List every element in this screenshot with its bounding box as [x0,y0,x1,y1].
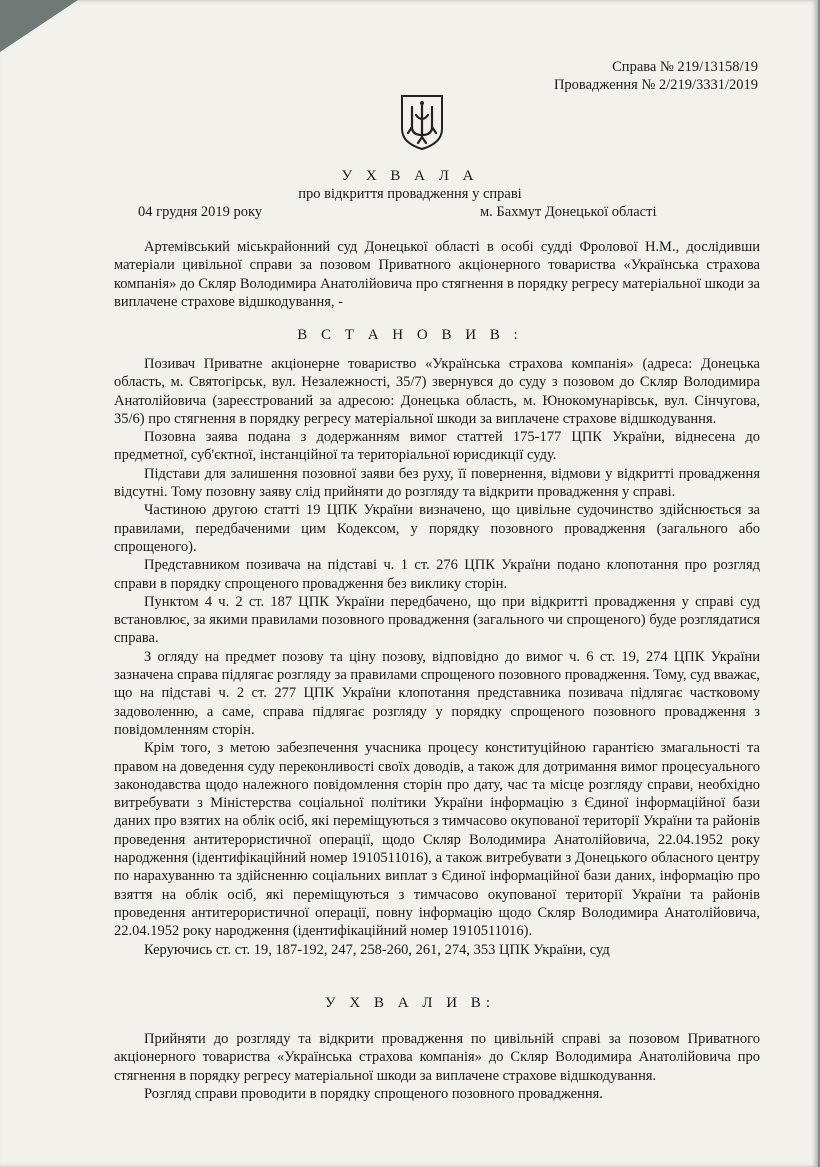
paragraph: Керуючись ст. ст. 19, 187-192, 247, 258-260, 261, 274, 353 ЦПК України, суд [144,941,610,958]
paragraph: Крім того, з метою забезпечення учасника процесу конституційною гарантією змагальності та правом на доведення суду переконливості своїх доводів, а також для дотримання вимог процесуального законодавства щодо належного повідомлення сторін про дату, час та місце розгляду справи, необхідно витребувати з Міністерства соціальної політики України інформацію з Єдиної інформаційної бази даних про взятих на облік осіб, які переміщуються з тимчасово окупованої території України та районів проведення антитерористичної операції, щодо Скляр Володимира Анатолійовича, 22.04.1952 року народження (ідентифікаційний номер 1910511016), а також витребувати з Донецького обласного центру по нарахуванню та здійсненню соціальних виплат з Єдиної інформаційної бази даних, інформацію про взяття на облік осіб, які переміщуються з тимчасово окупованої території України та районів проведення антитерористичної операції, повну інформацію щодо Скляр Володимира Анатолійовича, 22.04.1952 року народження (ідентифікаційний номер 1910511016). [114,740,760,940]
document-place: м. Бахмут Донецької області [480,204,657,220]
paragraph: Частиною другою статті 19 ЦПК України визначено, що цивільне судочинство здійснюється за правилами, передбаченими цим Кодексом, у порядку позовного провадження (загального або спрощеного). [114,502,760,555]
document-date: 04 грудня 2019 року [138,204,263,220]
paragraph: Підстави для залишення позовної заяви без руху, її повернення, відмови у відкритті провадження відсутні. Тому позовну заяву слід прийняти до розгляду та відкрити провадження у справі. [114,465,760,501]
document-subtitle: про відкриття провадження у справі [298,186,522,202]
intro-paragraph: Артемівський міськрайонний суд Донецької області в особі судді Фролової Н.М., дослідивши матеріали цивільної справи за позовом Приватного акціонерного товариства «Українська страхова компанія» до Скляр Володимира Анатолійовича про стягнення в порядку регресу матеріальної шкоди за виплачене страхове відшкодування, - [114,239,760,310]
coat-of-arms-of-ukraine-icon [398,93,446,151]
folded-corner [0,0,78,52]
resolved-heading: У Х В А Л И В: [325,995,495,1011]
paragraph: Представником позивача на підставі ч. 1 ст. 276 ЦПК України подано клопотання про розгляд справи в порядку спрощеного провадження без виклику сторін. [114,557,760,592]
resolution-paragraph: Розгляд справи проводити в порядку спрощеного позовного провадження. [144,1085,603,1102]
document-title: У Х В А Л А [341,168,479,184]
paragraph: З огляду на предмет позову та ціну позову, відповідно до вимог ч. 6 ст. 19, 274 ЦПК України зазначена справа підлягає розгляду за правилами спрощеного позовного провадження. Тому, суд вважає, що на підставі ч. 2 ст. 277 ЦПК України клопотання представника позивача підлягає частковому задоволенню, а саме, справа підлягає розгляду у порядку спрощеного позовного провадження з повідомленням сторін. [114,648,760,738]
resolution-block [114,1030,760,1103]
paragraph: Пунктом 4 ч. 2 ст. 187 ЦПК України передбачено, що при відкритті провадження у справі суд встановлює, за якими правилами позовного провадження (загального чи спрощеного) буде розглядатися справа. [114,593,760,647]
findings-block [114,355,760,959]
paragraph: Позивач Приватне акціонерне товариство «Українська страхова компанія» (адреса: Донецька область, м. Святогірськ, вул. Незалежності, 35/7) звернувся до суду з позовом до Скляр Володимира Анатолійовича (зареєстрований за адресою: Донецька область, м. Юнокомунарівськ, вул. Сінчугова, 35/6) про стягнення в порядку регресу матеріальної шкоди за виплачене страхове відшкодування. [114,356,760,427]
resolution-paragraph: Прийняти до розгляду та відкрити провадження по цивільній справі за позовом Приватного акціонерного товариства «Українська страхова компанія» до Скляр Володимира Анатолійовича про стягнення в порядку регресу матеріальної шкоди за виплачене страхове відшкодування. [114,1031,760,1084]
proceeding-number: Провадження № 2/219/3331/2019 [553,77,758,93]
case-header [554,58,758,94]
case-number: Справа № 219/13158/19 [612,59,758,75]
paragraph: Позовна заява подана з додержанням вимог статтей 175-177 ЦПК України, віднесена до предметної, суб'єктної, інстанційної та територіальної юрисдикції суду. [114,429,760,464]
established-heading: В С Т А Н О В И В : [297,327,523,343]
intro-block [114,238,760,311]
